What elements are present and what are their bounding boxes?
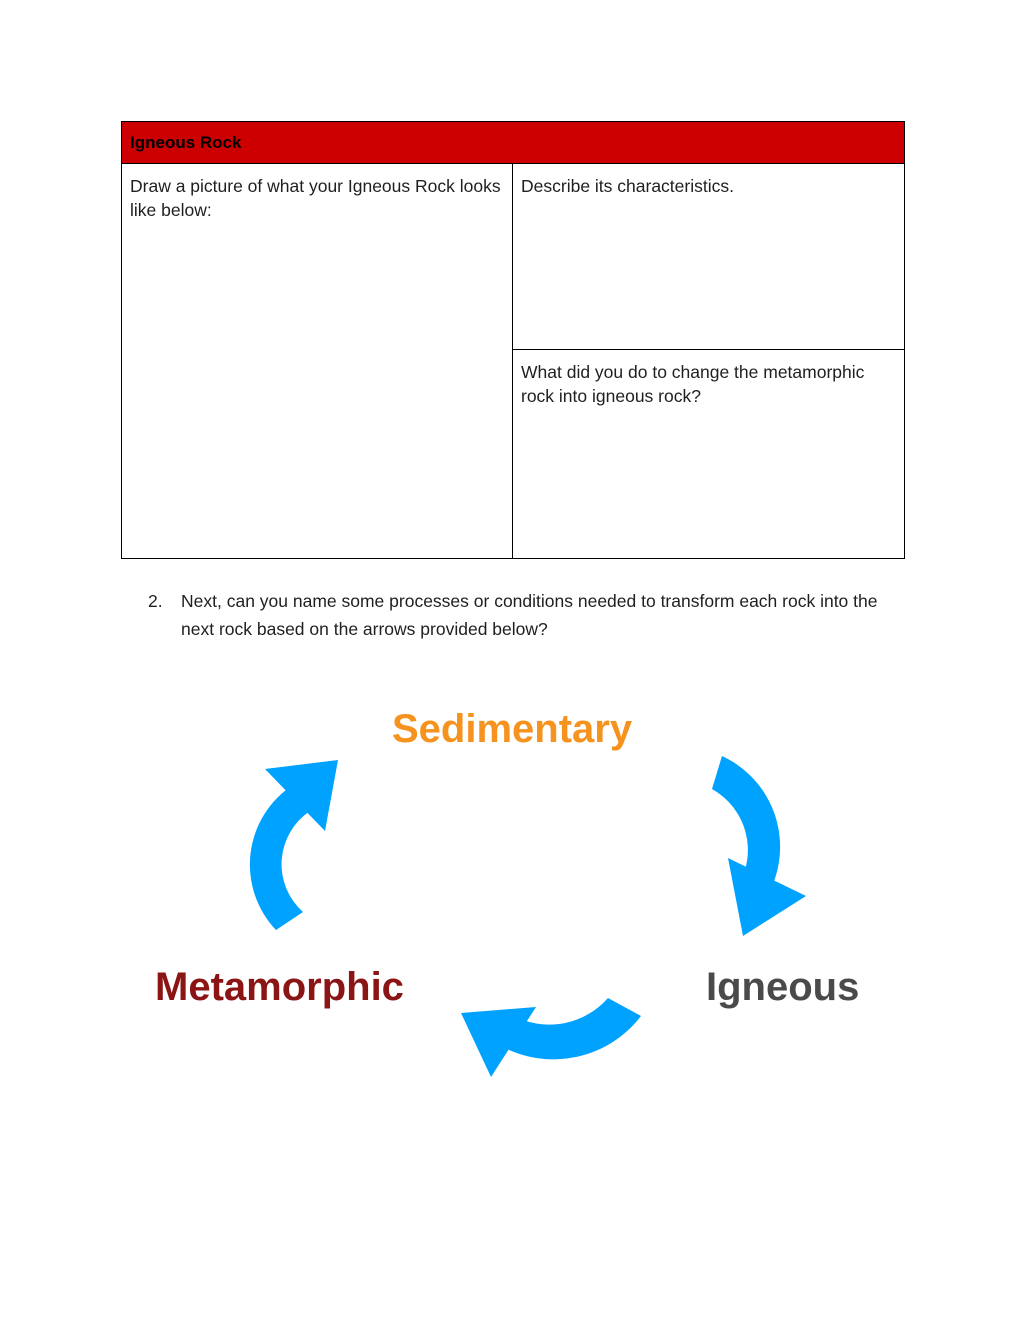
arrow-curve-left [250, 785, 310, 930]
draw-prompt: Draw a picture of what your Igneous Rock looks like below: [130, 176, 501, 220]
describe-prompt: Describe its characteristics. [521, 176, 734, 196]
label-sedimentary: Sedimentary [392, 707, 633, 751]
rock-cycle-diagram [0, 680, 1024, 1100]
arrow-sedimentary-to-igneous [712, 756, 806, 936]
label-metamorphic: Metamorphic [155, 965, 404, 1009]
arrow-metamorphic-to-sedimentary [250, 760, 338, 930]
describe-cell [513, 164, 904, 350]
cycle-arrows [0, 680, 1024, 1100]
draw-picture-cell [122, 164, 513, 558]
change-prompt: What did you do to change the metamorphic rock into igneous rock? [521, 362, 865, 406]
arrow-igneous-to-metamorphic [461, 998, 641, 1077]
change-cell [513, 350, 904, 558]
table-header: Igneous Rock [122, 122, 904, 164]
question-number: 2. [148, 591, 163, 611]
question-text: Next, can you name some processes or conditions needed to transform each rock into the next rock based on the arrows provided below? [181, 591, 878, 639]
igneous-rock-table [121, 121, 905, 559]
label-igneous: Igneous [706, 965, 860, 1009]
